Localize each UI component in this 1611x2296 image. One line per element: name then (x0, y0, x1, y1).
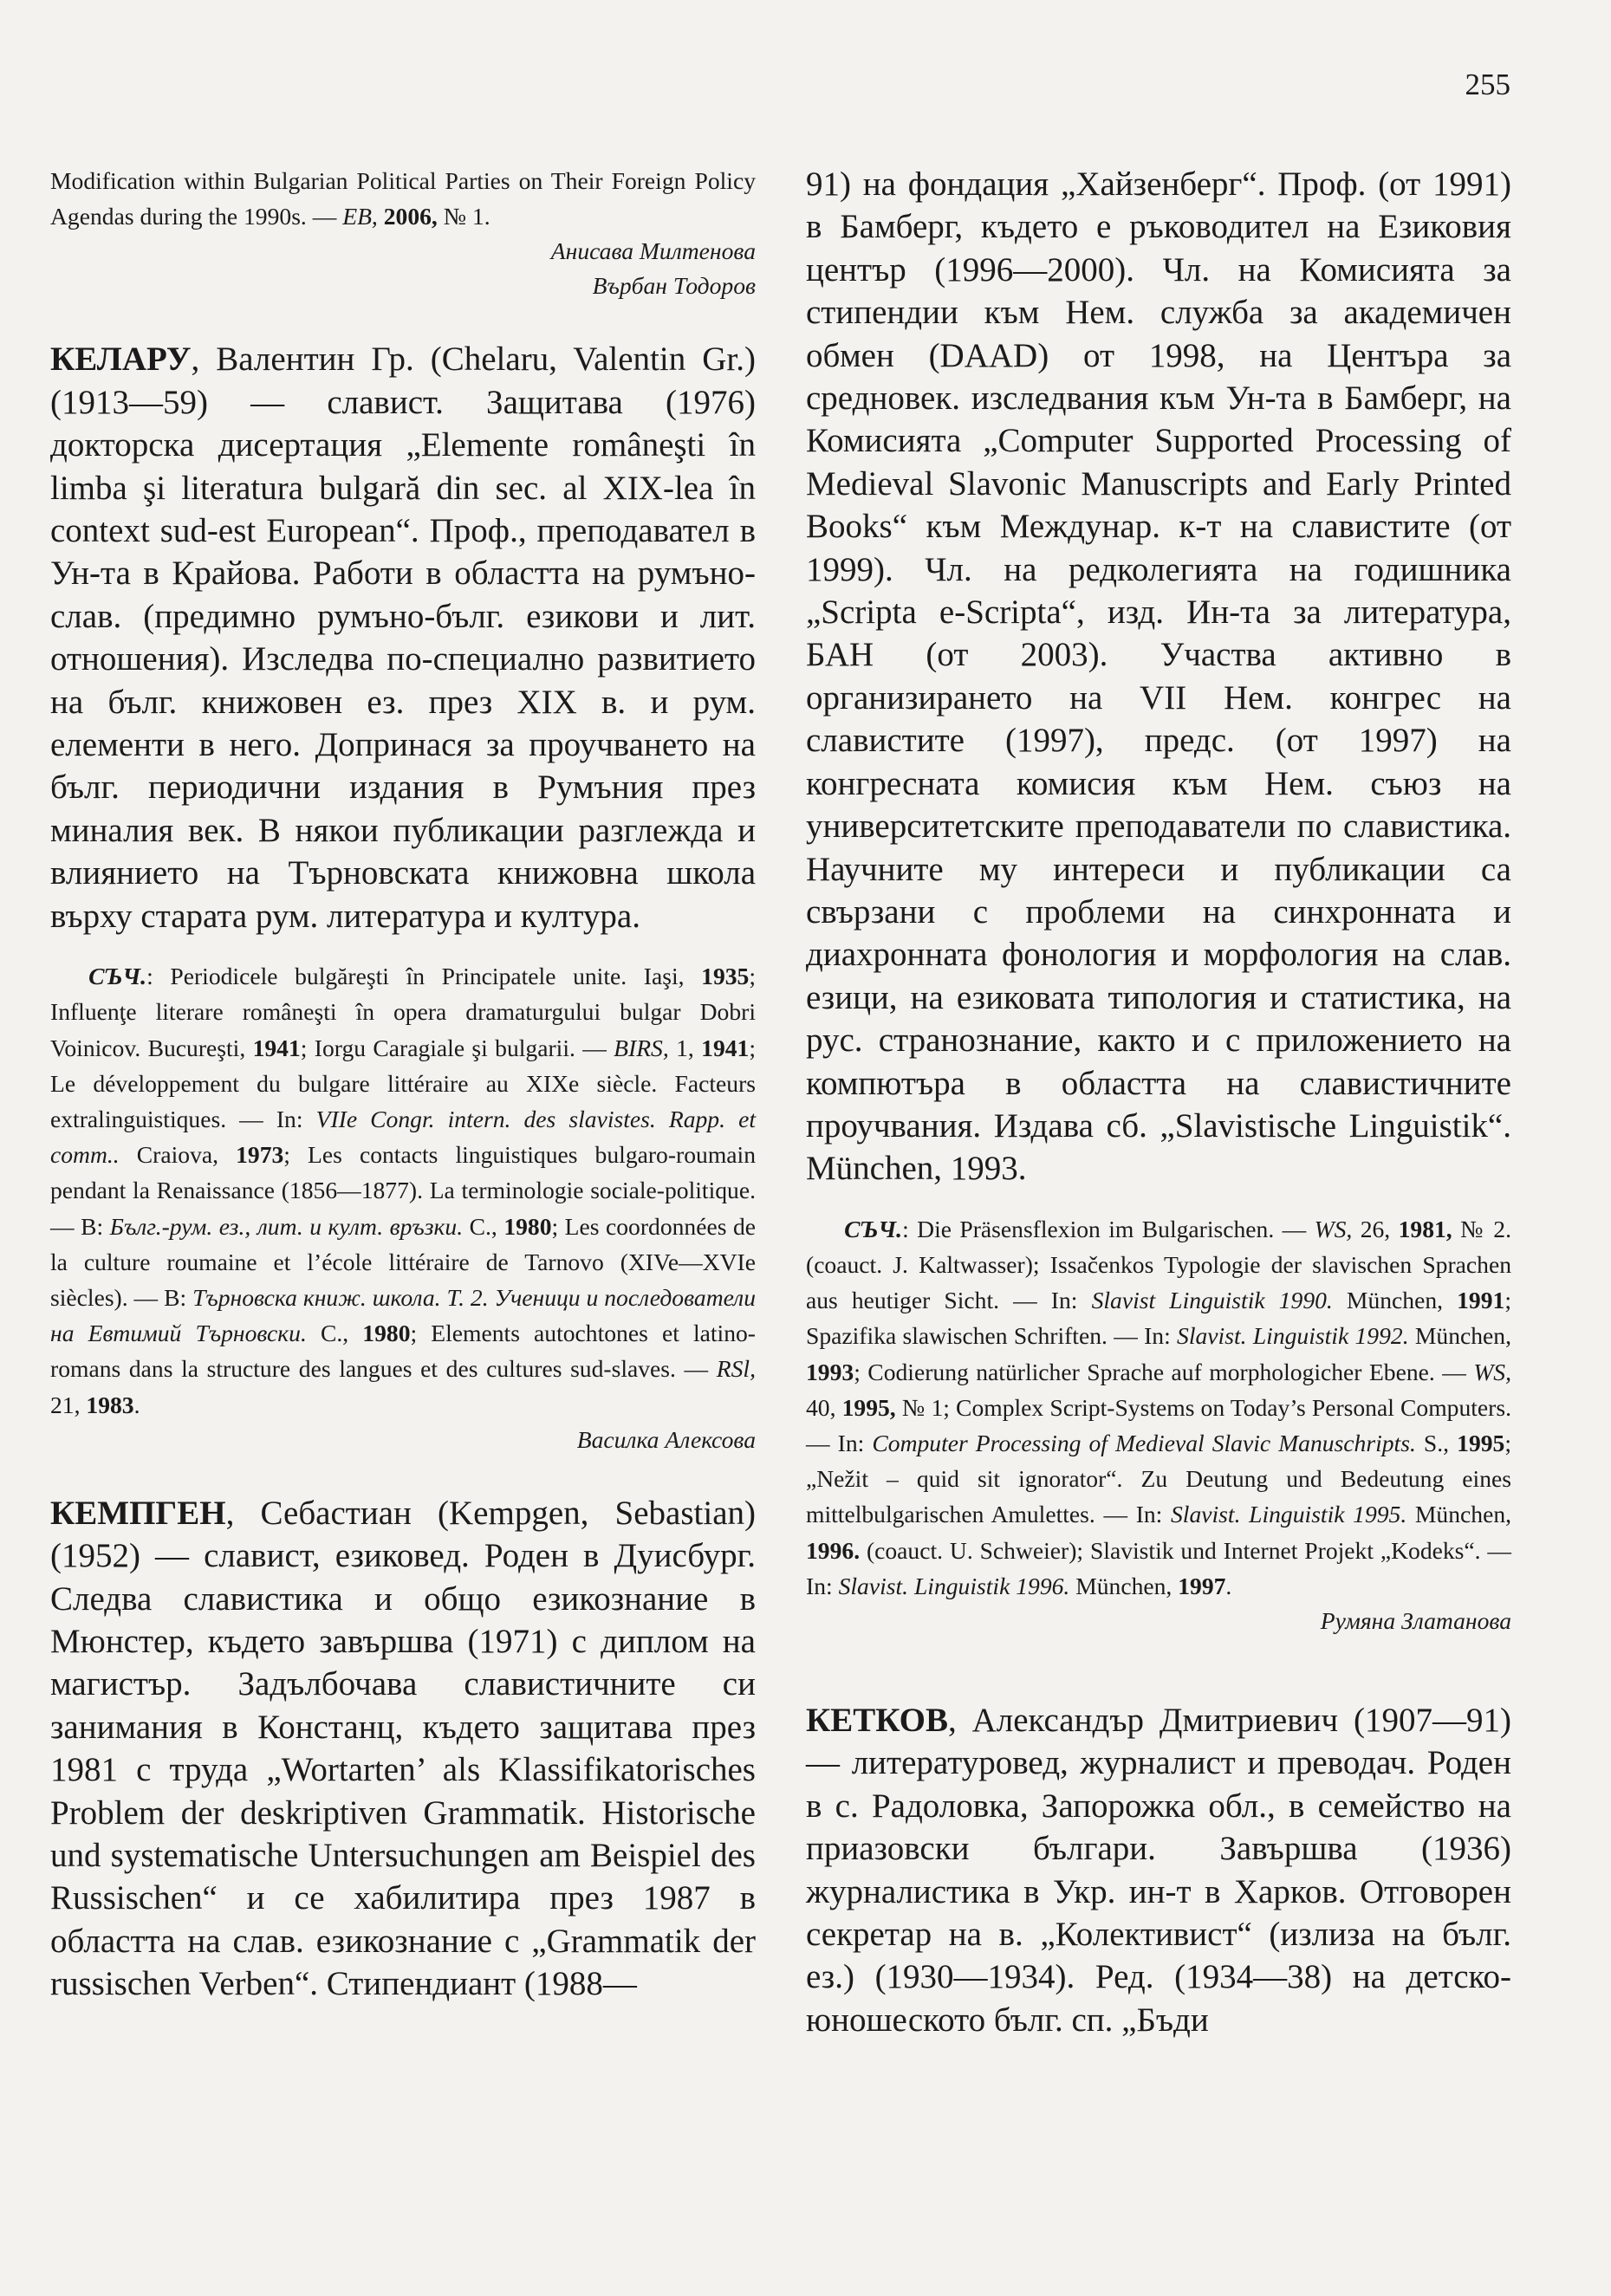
work-year: 1981, (1398, 1215, 1452, 1242)
work-year: 1993 (806, 1358, 854, 1385)
work-source: RSl, (716, 1355, 756, 1383)
work-text: ; Les contacts linguistiques bulgaro-roumain pendant la Renaissance (1856—1877). La terminologie sociale-politique. — В: (50, 1141, 756, 1240)
work-year: 1980 (503, 1212, 552, 1240)
work-text: С., (306, 1320, 363, 1347)
bib-text: № 1. (437, 203, 490, 230)
entry-kelaru (50, 338, 756, 937)
work-year: 1980 (362, 1320, 411, 1347)
author-signature: Румяна Златанова (1320, 1606, 1511, 1634)
bib-text: Modification within Bulgarian Political Parties on Their Foreign Policy Agendas during the 1990s. — (50, 167, 756, 230)
work-text: ; Iorgu Caragiale şi bulgarii. — (300, 1034, 614, 1061)
entry-ketkov (806, 1699, 1511, 2041)
work-source: Computer Processing of Medieval Slavic Manuschripts. (872, 1429, 1416, 1456)
work-text: ; Codierung natürlicher Sprache auf morphologicher Ebene. — (854, 1358, 1474, 1385)
author-signature: Василка Алексова (576, 1425, 756, 1453)
entry-body: , Себастиан (Kempgen, Sebastian) (1952) — славист, езиковед. Роден в Дуисбург. Следва славистика и общо езикознание в Мюнстер, където завършва (1971) с диплом на магистър. Задълбочава славистичните си занимания в Констанц, където защитава през 1981 с труда „Wortarten’ als Klassifikatorisches Problem der deskriptiven Grammatik. Historische und systematische Untersuchungen am Beispiel des Russischen“ и се хабилитира през 1987 в областта на слав. езикознание с „Grammatik der russischen Verben“. Стипендиант (1988— (50, 1494, 756, 2003)
work-text: . (133, 1391, 140, 1418)
entry-body: , Александър Дмитриевич (1907—91) — литературовед, журналист и преводач. Роден в с. Радоловка, Запорожка обл., в семейство на приазовски българи. Завършва (1936) журналистика в Укр. ин-т в Харков. Отговорен секретар на в. „Колективист“ (излиза на бълг. ез.) (1930—1934). Ред. (1934—38) на детско-юношеското бълг. сп. „Бъди (806, 1701, 1511, 2039)
works-label: СЪЧ. (88, 963, 147, 990)
work-text: (coauct. U. Schweier); Slavistik und Internet Projekt „Kodeks“. — In: (806, 1536, 1511, 1599)
work-text: München, (1332, 1287, 1458, 1314)
work-source: Slavist. Linguistik 1992. (1177, 1322, 1409, 1350)
work-text: ; Le développement du bulgare littéraire au XIXe siècle. Facteurs extralinguistiques. — In: (50, 1034, 756, 1132)
entry-headword: КЕТКОВ (806, 1701, 948, 1739)
page-number: 255 (1465, 68, 1510, 101)
work-text: München, (1406, 1501, 1512, 1528)
work-text: S., (1415, 1429, 1458, 1456)
works-kelaru (50, 958, 756, 1423)
work-source: Бълг.-рум. ез., лит. и култ. връзки. (109, 1212, 464, 1240)
work-text: ; Les coordonnées de la culture roumaine et l’école littéraire de Tarnovo (XIVe—XVIe siècles). — В: (50, 1212, 757, 1311)
work-year: 1935 (701, 963, 750, 990)
works-kempgen (806, 1211, 1511, 1604)
work-text: Craiova, (119, 1141, 237, 1169)
work-source: WS, (1473, 1358, 1511, 1385)
work-text: 40, (806, 1393, 842, 1421)
work-text: ; „Nežit – quid sit ignorator“. Zu Deutung und Bedeutung eines mittelbulgarischen Amulettes. — In: (806, 1429, 1512, 1528)
work-year: 1997 (1178, 1572, 1226, 1599)
work-year: 1991 (1457, 1287, 1505, 1314)
work-year: 1941 (701, 1034, 750, 1061)
work-source: Slavist. Linguistik 1995. (1171, 1501, 1407, 1528)
author-signature: Анисава Милтенова (550, 237, 756, 265)
entry-kempgen (50, 1492, 756, 2006)
work-year: 1996. (806, 1536, 861, 1564)
author-signature: Върбан Тодоров (592, 272, 756, 300)
entry-headword: КЕМПГЕН (50, 1494, 226, 1532)
entry-body: , Валентин Гр. (Chelaru, Valentin Gr.) (1913—59) — славист. Защитава (1976) докторска дисертация „Elemente româneşti în limba şi literatura bulgară din sec. al XIX-lea în context sud-est European“. Проф., преподавател в Ун-та в Крайова. Работи в областта на румъно-слав. (предимно румъно-бълг. езикови и лит. отношения). Изследва по-специално развитието на бълг. книжовен ез. през XIX в. и рум. елементи в него. Допринася за проучването на бълг. периодични издания в Румъния през миналия век. В някои публикации разглежда и влиянието на Търновската книжовна школа върху старата рум. литература и култура. (50, 341, 756, 935)
work-year: 1973 (236, 1141, 284, 1169)
work-year: 1983 (86, 1391, 134, 1418)
work-source: BIRS, (614, 1034, 669, 1061)
work-text: 1, (668, 1034, 702, 1061)
bib-year: 2006, (377, 203, 438, 230)
work-text: : Die Präsensflexion im Bulgarischen. — (902, 1215, 1315, 1242)
work-text: München, (1408, 1322, 1512, 1350)
work-text: ; Influenţe literare româneşti în opera dramaturgului bulgar Dobri Voinicov. Bucureşti, (50, 963, 756, 1061)
work-year: 1941 (252, 1034, 301, 1061)
work-source: WS, (1314, 1215, 1353, 1242)
work-text: ; Elements autochtones et latino-romans dans la structure des langues et des cultures sud-slaves. — (50, 1320, 756, 1383)
work-source: Търновска книж. школа. Т. 2. Ученици и последователи на Евтимий Търновски. (50, 1283, 757, 1347)
work-text: . (1225, 1572, 1232, 1599)
work-year: 1995 (1457, 1429, 1505, 1456)
works-label: СЪЧ. (844, 1215, 903, 1242)
work-text: 21, (50, 1391, 87, 1418)
work-year: 1995, (841, 1393, 896, 1421)
work-text: ; Spazifika slawischen Schriften. — In: (806, 1287, 1511, 1350)
work-text: С., (463, 1212, 504, 1240)
work-source: VIIe Congr. intern. des slavistes. Rapp. et comm.. (50, 1105, 756, 1169)
entry-kempgen-continued: 91) на фондация „Хайзенберг“. Проф. (от 1991) в Бамберг, където е ръководител на Езиковия център (1996—2000). Чл. на Комисията за стипендии към Нем. служба за академичен обмен (DAAD) от 1998, на Центъра за средновек. изследвания към Ун-та в Бамберг, на Комисията „Computer Supported Processing of Medieval Slavonic Manuscripts and Early Printed Books“ към Междунар. к-т на славистите (от 1999). Чл. на редколегията на годишника „Scripta e-Scripta“, изд. Ин-та за литература, БАН (от 2003). Участва активно в организирането на VII Нем. конгрес на славистите (1997), предс. (от 1997) на конгресната комисия към Нем. съюз на университетските преподаватели по славистика. Научните му интереси и публикации са свързани с проблеми на синхронната и диахронната фонология и морфология на слав. езици, на езиковата типология и статистика, на рус. странознание, както и с приложението на компютъра в областта на славистичните проучвания. Издава сб. „Slavistische Linguistik“. München, 1993. (806, 165, 1511, 1188)
right-column (806, 163, 1511, 2041)
work-source: Slavist. Linguistik 1996. (838, 1572, 1070, 1599)
work-source: Slavist Linguistik 1990. (1091, 1287, 1333, 1314)
work-text: : Periodicele bulgăreşti în Principatele unite. Iaşi, (146, 963, 702, 990)
work-text: München, (1069, 1572, 1179, 1599)
work-text: № 2. (coauct. J. Kaltwasser); Issačenkos Typologie der slavischen Sprachen aus heutiger Sicht. — In: (806, 1215, 1511, 1314)
work-text: 26, (1352, 1215, 1399, 1242)
work-text: № 1; Complex Script-Systems on Today’s Personal Computers. — In: (806, 1393, 1511, 1456)
continued-bibliography (50, 163, 756, 234)
entry-headword: КЕЛАРУ (50, 341, 192, 379)
bib-source: EB, (342, 203, 378, 230)
left-column (50, 163, 756, 2006)
